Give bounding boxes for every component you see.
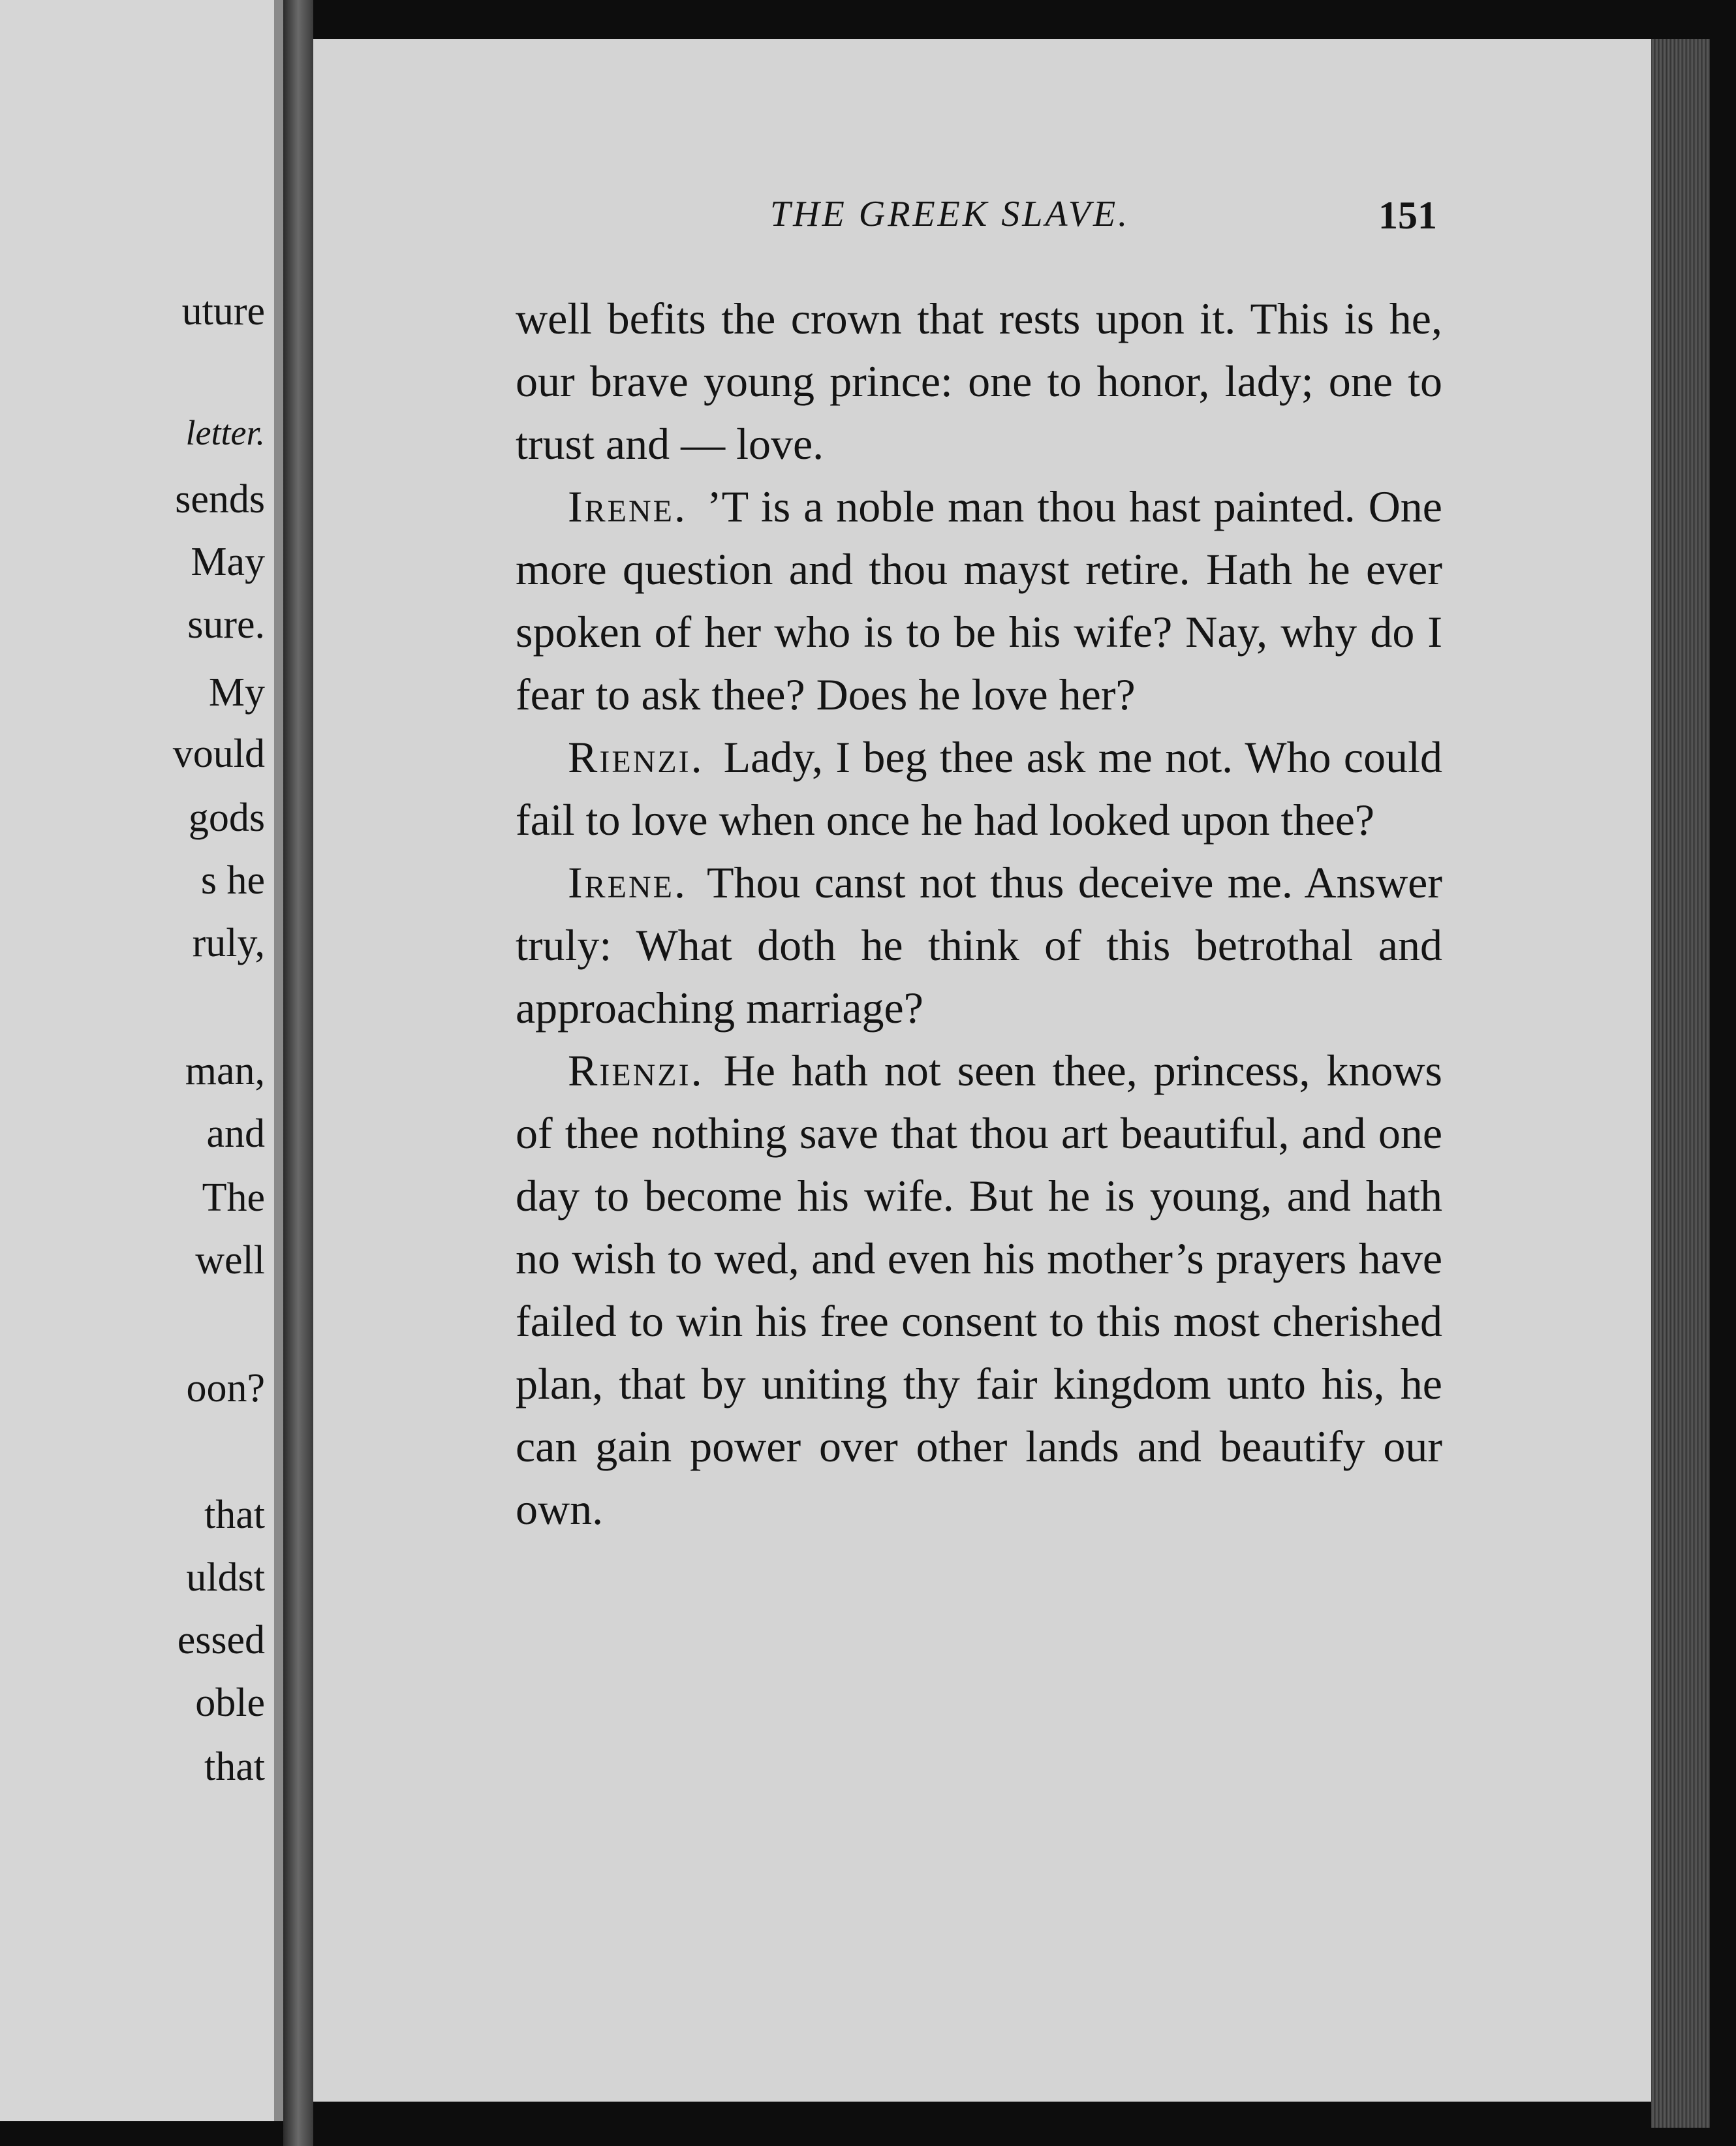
- paragraph: [516, 475, 1442, 726]
- left-page-line: ruly,: [192, 921, 265, 965]
- left-page-line: sends: [175, 477, 265, 521]
- page-edge: [1651, 39, 1710, 2128]
- left-page-line: uture: [181, 289, 265, 334]
- left-page-line: essed: [177, 1618, 265, 1662]
- paragraph-text: well befits the crown that rests upon it. This is he, our brave young prince: one to honor, lady; one to trust and — love.: [516, 294, 1442, 469]
- left-page-line: May: [191, 540, 265, 584]
- page-number: 151: [1378, 194, 1437, 237]
- left-page-line: sure.: [187, 602, 265, 647]
- left-page-line: and: [206, 1112, 265, 1156]
- paragraph: [516, 1039, 1442, 1540]
- paragraph: [516, 287, 1442, 475]
- paragraph: [516, 726, 1442, 851]
- left-page: [0, 0, 283, 2121]
- paragraph-text: Lady, I beg thee ask me not. Who could fail to love when once he had looked upon thee?: [516, 732, 1442, 845]
- left-page-line: s he: [200, 858, 265, 903]
- left-page-line: oon?: [186, 1366, 265, 1410]
- paragraph-text: ’T is a noble man thou hast painted. One more question and thou mayst retire. Hath he ever spoken of her who is to be his wife? Nay, why do I fear to ask thee? Does he love her?: [516, 482, 1442, 719]
- paragraph-text: Thou canst not thus deceive me. Answer truly: What doth he think of this betrothal and approaching marriage?: [516, 858, 1442, 1033]
- left-page-line: My: [208, 670, 265, 715]
- running-title: THE GREEK SLAVE.: [770, 194, 1130, 234]
- left-page-line: uldst: [186, 1555, 265, 1600]
- left-page-line: vould: [172, 732, 265, 776]
- speaker-name: Rienzi.: [568, 1046, 704, 1095]
- left-page-line: man,: [185, 1049, 265, 1093]
- left-page-line: that: [204, 1745, 265, 1789]
- speaker-name: Irene.: [568, 482, 687, 531]
- paragraph: [516, 851, 1442, 1039]
- body-text: [516, 287, 1442, 1540]
- left-page-line: oble: [195, 1681, 265, 1725]
- left-page-line: well: [195, 1238, 265, 1283]
- left-page-line: letter.: [185, 413, 265, 452]
- left-page-line: that: [204, 1493, 265, 1537]
- left-page-line: The: [202, 1175, 265, 1220]
- paragraph-text: He hath not seen thee, princess, knows of thee nothing save that thou art beautiful, and one day to become his wife. But he is young, and hath no wish to wed, and even his mother’s prayers have failed to win his free consent to this most cherished plan, that by uniting thy fair kingdom unto his, he can gain power over other lands and beautify our own.: [516, 1046, 1442, 1534]
- book-gutter: [283, 0, 313, 2146]
- left-page-line: gods: [188, 796, 265, 840]
- speaker-name: Rienzi.: [568, 732, 704, 782]
- speaker-name: Irene.: [568, 858, 687, 907]
